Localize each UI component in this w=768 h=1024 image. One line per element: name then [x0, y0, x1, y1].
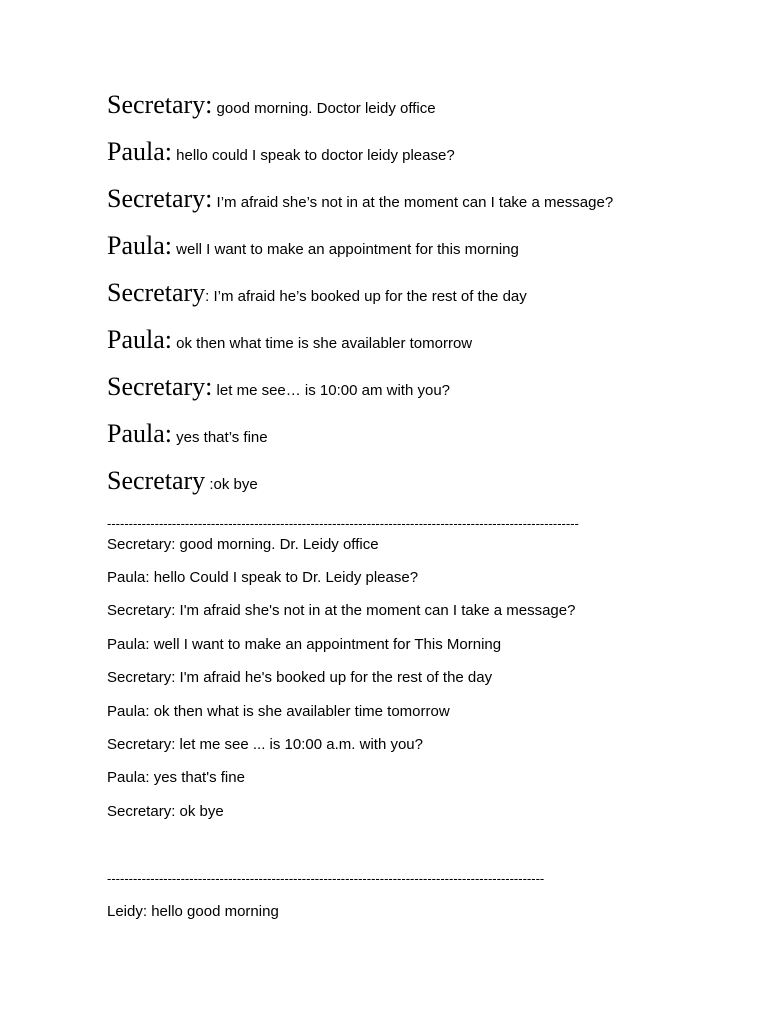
utterance-text: I’m afraid she’s not in at the moment can I take a message? — [212, 194, 614, 211]
dialogue-line: Secretary: I'm afraid he's booked up for the rest of the day — [107, 669, 493, 686]
dialogue-line: Paula: ok then what is she availabler time tomorrow — [107, 703, 450, 720]
utterance-text: :ok bye — [205, 476, 258, 493]
dialogue-line: Paula: well I want to make an appointment for This Morning — [107, 636, 502, 653]
section-divider: ------------------------------------------------------------------------------------------------------------- — [107, 516, 579, 531]
speaker-label: Secretary — [107, 278, 206, 307]
section-divider: ----------------------------------------------------------------------------------------------------- — [107, 871, 545, 886]
utterance-text: ok then what time is she availabler tomorrow — [172, 335, 473, 352]
dialogue-line — [107, 137, 455, 167]
speaker-label: Paula: — [107, 137, 172, 166]
dialogue-line: Secretary: I'm afraid she's not in at the moment can I take a message? — [107, 602, 576, 619]
dialogue-line — [107, 419, 268, 449]
dialogue-line — [107, 466, 258, 496]
dialogue-line: Secretary: good morning. Dr. Leidy office — [107, 536, 379, 553]
dialogue-line: Secretary: let me see ... is 10:00 a.m. with you? — [107, 736, 423, 753]
speaker-label: Paula: — [107, 419, 172, 448]
dialogue-line: Paula: yes that's fine — [107, 769, 245, 786]
dialogue-line — [107, 90, 436, 120]
speaker-label: Paula: — [107, 231, 172, 260]
dialogue-line — [107, 325, 472, 355]
speaker-label: Paula: — [107, 325, 172, 354]
utterance-text: good morning. Doctor leidy office — [212, 100, 436, 117]
utterance-text: let me see… is 10:00 am with you? — [212, 382, 451, 399]
utterance-text: : I’m afraid he’s booked up for the rest of the day — [205, 288, 527, 305]
dialogue-line: Secretary: ok bye — [107, 803, 224, 820]
utterance-text: well I want to make an appointment for this morning — [172, 241, 519, 258]
dialogue-line — [107, 184, 613, 214]
dialogue-line — [107, 278, 527, 308]
speaker-label: Secretary: — [107, 90, 213, 119]
dialogue-line — [107, 231, 519, 261]
dialogue-line: Paula: hello Could I speak to Dr. Leidy please? — [107, 569, 419, 586]
speaker-label: Secretary — [107, 466, 206, 495]
utterance-text: yes that’s fine — [172, 429, 268, 446]
dialogue-line: Leidy: hello good morning — [107, 903, 279, 920]
speaker-label: Secretary: — [107, 372, 213, 401]
utterance-text: hello could I speak to doctor leidy please? — [172, 147, 455, 164]
dialogue-line — [107, 372, 450, 402]
speaker-label: Secretary: — [107, 184, 213, 213]
